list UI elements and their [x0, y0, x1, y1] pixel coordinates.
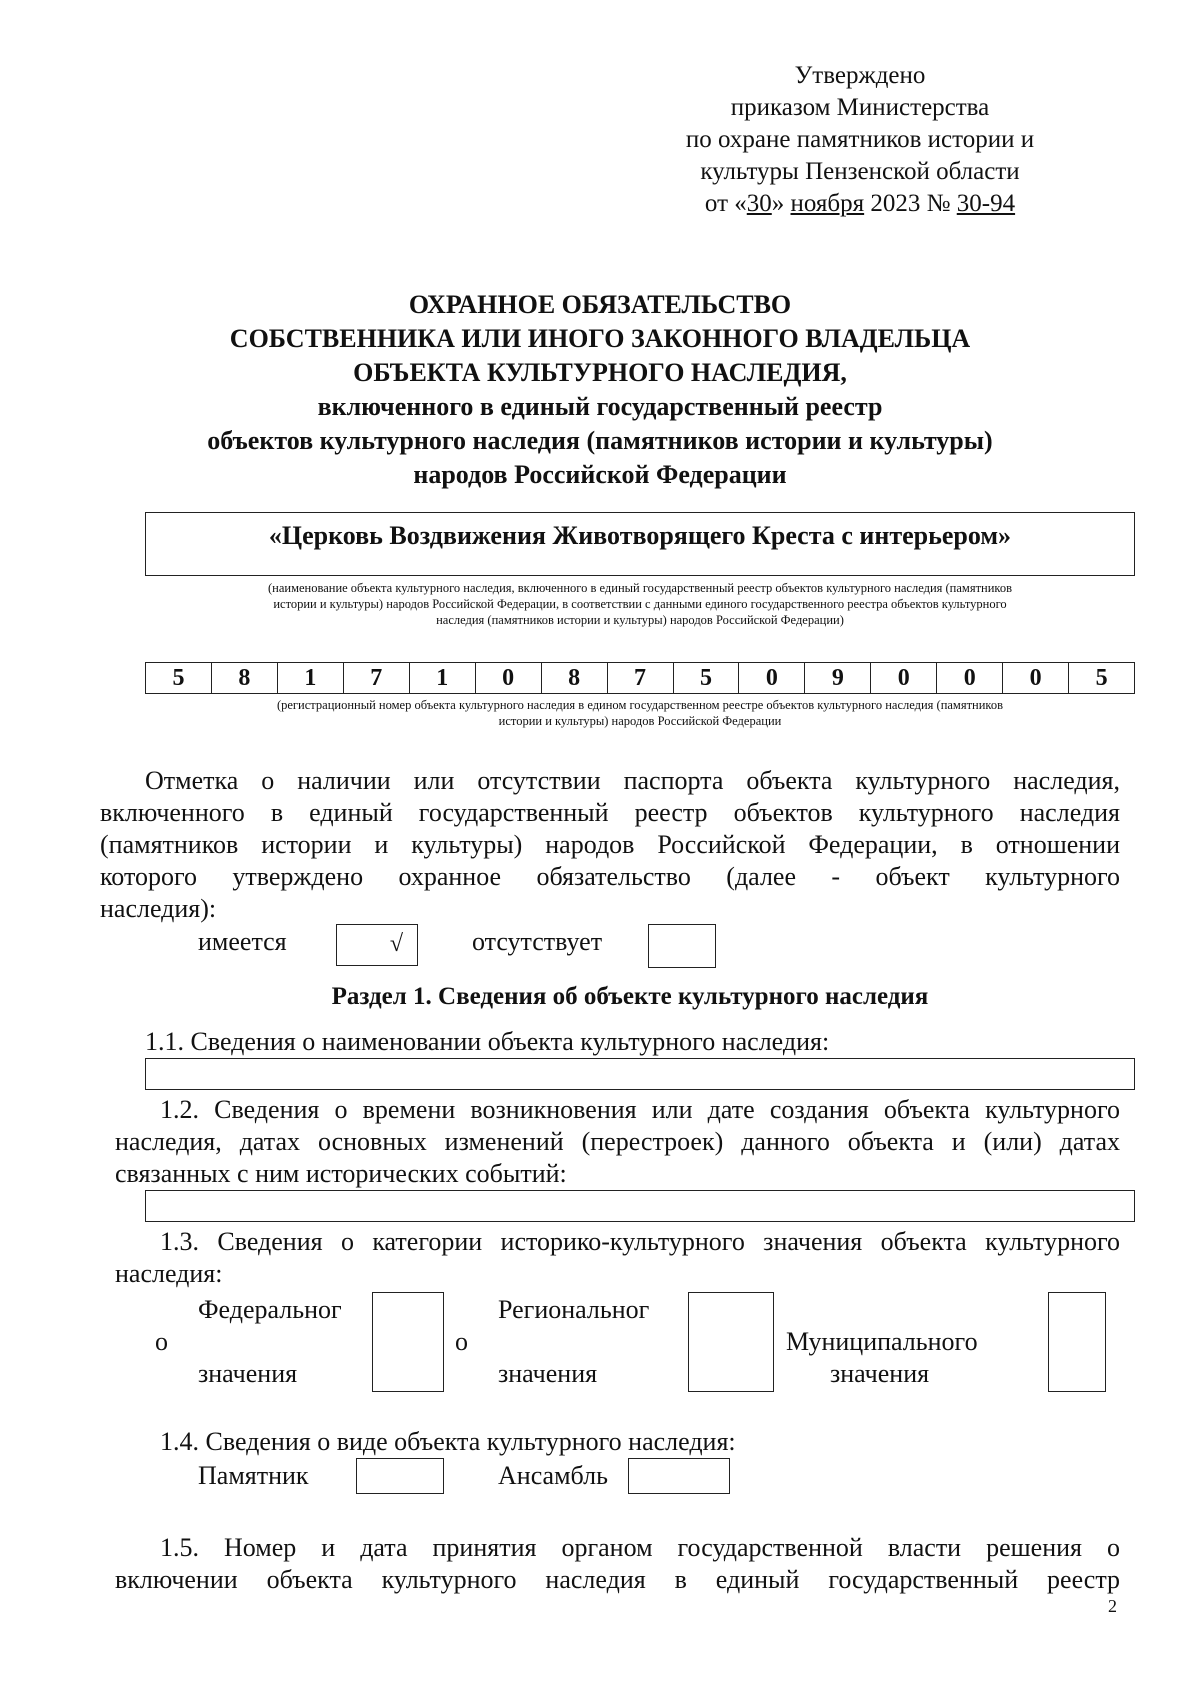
reg-digit: 0 — [739, 663, 805, 693]
caption-line: истории и культуры) народов Российской Федерации — [498, 714, 782, 728]
approval-month: ноября — [790, 190, 865, 217]
reg-digit: 1 — [278, 663, 344, 693]
caption-line: истории и культуры) народов Российской Федерации, в соответствии с данными единого государственного реестра объектов культурного — [273, 597, 1007, 611]
paragraph-line: наследия: — [115, 1259, 223, 1288]
paragraph-line: 1.2. Сведения о времени возникновения или дате создания объекта культурного — [160, 1095, 1120, 1124]
reg-digit: 8 — [212, 663, 278, 693]
page-number: 2 — [1108, 1596, 1117, 1616]
approval-line: приказом Министерства — [730, 94, 990, 121]
monument-label: Памятник — [198, 1461, 309, 1490]
absent-passport-label: отсутствует — [472, 927, 603, 956]
title-line: ОБЪЕКТА КУЛЬТУРНОГО НАСЛЕДИЯ, — [353, 358, 847, 387]
reg-digit: 5 — [1095, 665, 1108, 691]
paragraph-line: (памятников истории и культуры) народов Российской Федерации, в отношении — [100, 830, 1120, 859]
date-mid: » — [771, 190, 791, 217]
object-name-box — [145, 512, 1135, 576]
approval-day: 30 — [746, 190, 772, 217]
reg-digit: 0 — [871, 663, 937, 693]
reg-digit: 8 — [542, 663, 608, 693]
municipal-label: Муниципального — [786, 1327, 978, 1356]
reg-digit: 0 — [937, 663, 1003, 693]
regional-label: Региональног — [498, 1295, 650, 1324]
monument-checkbox[interactable] — [356, 1458, 444, 1494]
reg-digit: 7 — [608, 663, 674, 693]
approval-block — [650, 60, 1070, 220]
approval-date — [650, 188, 1070, 220]
object-name-caption — [140, 580, 1140, 628]
paragraph-line: включенного в единый государственный реестр объектов культурного наследия — [100, 798, 1120, 827]
reg-digit: 9 — [805, 663, 871, 693]
approval-number: 30-94 — [956, 190, 1016, 217]
has-passport-checkbox[interactable] — [336, 924, 418, 966]
caption-line: наследия (памятников истории и культуры) народов Российской Федерации) — [436, 613, 844, 627]
title-line: народов Российской Федерации — [413, 460, 787, 489]
paragraph-line: которого утверждено охранное обязательство (далее - объект культурного — [100, 862, 1120, 891]
federal-checkbox[interactable] — [372, 1292, 444, 1392]
title-line: ОХРАННОЕ ОБЯЗАТЕЛЬСТВО — [408, 290, 792, 319]
item-1-1-label: 1.1. Сведения о наименовании объекта культурного наследия: — [145, 1027, 830, 1056]
item-1-3-paragraph — [115, 1226, 1120, 1290]
federal-label: Федеральног — [198, 1295, 342, 1324]
paragraph-line: 1.5. Номер и дата принятия органом государственной власти решения о — [160, 1533, 1120, 1562]
reg-digit: 7 — [344, 663, 410, 693]
regional-label-suffix: о — [455, 1327, 468, 1356]
registration-number — [145, 662, 1135, 694]
date-prefix: от « — [704, 190, 747, 217]
title-line: СОБСТВЕННИКА ИЛИ ИНОГО ЗАКОННОГО ВЛАДЕЛЬЦА — [229, 324, 971, 353]
has-passport-label: имеется — [198, 927, 287, 956]
caption-line: (наименование объекта культурного наследия, включенного в единый государственный реестр объектов культурного наследия (памятников — [267, 581, 1013, 595]
title-line: объектов культурного наследия (памятников истории и культуры) — [207, 426, 993, 455]
item-1-1-field[interactable] — [145, 1058, 1135, 1090]
municipal-label-2: значения — [830, 1359, 930, 1388]
item-1-2-field[interactable] — [145, 1190, 1135, 1222]
ensemble-label: Ансамбль — [498, 1461, 608, 1490]
item-1-2-paragraph — [115, 1094, 1120, 1190]
reg-digit: 1 — [410, 663, 476, 693]
regional-label-2: значения — [498, 1359, 598, 1388]
passport-paragraph — [100, 765, 1120, 925]
title-line: включенного в единый государственный реестр — [317, 392, 883, 421]
item-1-5-paragraph — [115, 1532, 1120, 1596]
reg-number-caption — [140, 697, 1140, 729]
federal-label-suffix: о — [155, 1327, 168, 1356]
paragraph-line: включении объекта культурного наследия в единый государственный реестр — [115, 1565, 1120, 1594]
paragraph-line: 1.3. Сведения о категории историко-культурного значения объекта культурного — [160, 1227, 1120, 1256]
paragraph-line: наследия, датах основных изменений (перестроек) данного объекта и (или) датах — [115, 1127, 1120, 1156]
reg-digit: 0 — [1003, 663, 1069, 693]
caption-line: (регистрационный номер объекта культурного наследия в едином государственном реестре объектов культурного наследия (памятников — [276, 698, 1004, 712]
reg-digit: 5 — [146, 663, 212, 693]
municipal-checkbox[interactable] — [1048, 1292, 1106, 1392]
paragraph-line: Отметка о наличии или отсутствии паспорта объекта культурного наследия, — [145, 766, 1120, 795]
regional-checkbox[interactable] — [688, 1292, 774, 1392]
ensemble-checkbox[interactable] — [628, 1458, 730, 1494]
paragraph-line: наследия): — [100, 894, 217, 923]
absent-passport-checkbox[interactable] — [648, 924, 716, 968]
approval-year: 2023 № — [864, 190, 957, 217]
reg-digit: 0 — [476, 663, 542, 693]
item-1-4-label: 1.4. Сведения о виде объекта культурного наследия: — [160, 1427, 736, 1456]
document-title — [150, 288, 1050, 492]
approval-line: культуры Пензенской области — [700, 158, 1020, 185]
object-name: «Церковь Воздвижения Животворящего Креста с интерьером» — [268, 521, 1012, 550]
federal-label-2: значения — [198, 1359, 298, 1388]
approval-line: по охране памятников истории и — [685, 126, 1035, 153]
paragraph-line: связанных с ним исторических событий: — [115, 1159, 567, 1188]
check-mark-icon: √ — [389, 931, 403, 957]
section-1-heading: Раздел 1. Сведения об объекте культурного наследия — [331, 983, 929, 1010]
reg-digit: 5 — [674, 663, 740, 693]
approval-line: Утверждено — [794, 62, 926, 89]
